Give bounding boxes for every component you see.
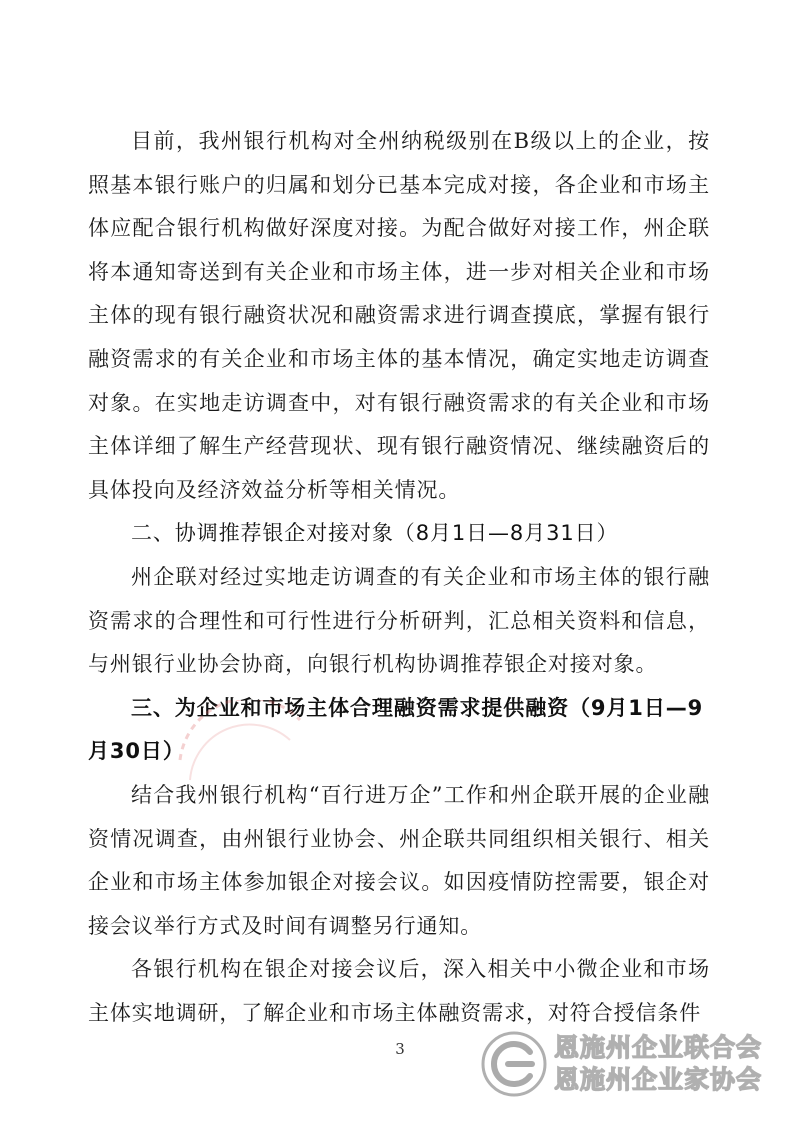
section-heading-2: 二、协调推荐银企对接对象（8月1日—8月31日） xyxy=(131,521,619,546)
watermark-line-1: 恩施州企业联合会 xyxy=(554,1033,763,1062)
page-number: 3 xyxy=(395,1040,405,1058)
organization-logo-icon xyxy=(478,1028,550,1100)
paragraph-section-2: 州企联对经过实地走访调查的有关企业和市场主体的银行融资需求的合理性和可行性进行分析研判，汇总相关资料和信息，与州银行业协会协商，向银行机构协调推荐银企对接对象。 xyxy=(88,564,710,677)
paragraph-section-3: 结合我州银行机构“百行进万企”工作和州企联开展的企业融资情况调查，由州银行业协会、州企联共同组织相关银行、相关企业和市场主体参加银企对接会议。如因疫情防控需要，银企对接会议举行方式及时间有调整另行通知。 xyxy=(88,782,710,938)
watermark-line-2: 恩施州企业家协会 xyxy=(554,1065,763,1094)
organization-watermark xyxy=(478,1026,778,1102)
body-text xyxy=(88,120,710,1035)
section-heading-3: 三、为企业和市场主体合理融资需求提供融资（9月1日—9月30日） xyxy=(88,695,704,764)
paragraph-intro: 目前，我州银行机构对全州纳税级别在B级以上的企业，按照基本银行账户的归属和划分已基本完成对接，各企业和市场主体应配合银行机构做好深度对接。为配合做好对接工作，州企联将本通知寄送到有关企业和市场主体，进一步对相关企业和市场主体的现有银行融资状况和融资需求进行调查摸底，掌握有银行融资需求的有关企业和市场主体的基本情况，确定实地走访调查对象。在实地走访调查中，对有银行融资需求的有关企业和市场主体详细了解生产经营现状、现有银行融资情况、继续融资后的具体投向及经济效益分析等相关情况。 xyxy=(88,129,710,502)
paragraph-bank-visits: 各银行机构在银企对接会议后，深入相关中小微企业和市场主体实地调研，了解企业和市场主体融资需求，对符合授信条件 xyxy=(88,957,710,1025)
